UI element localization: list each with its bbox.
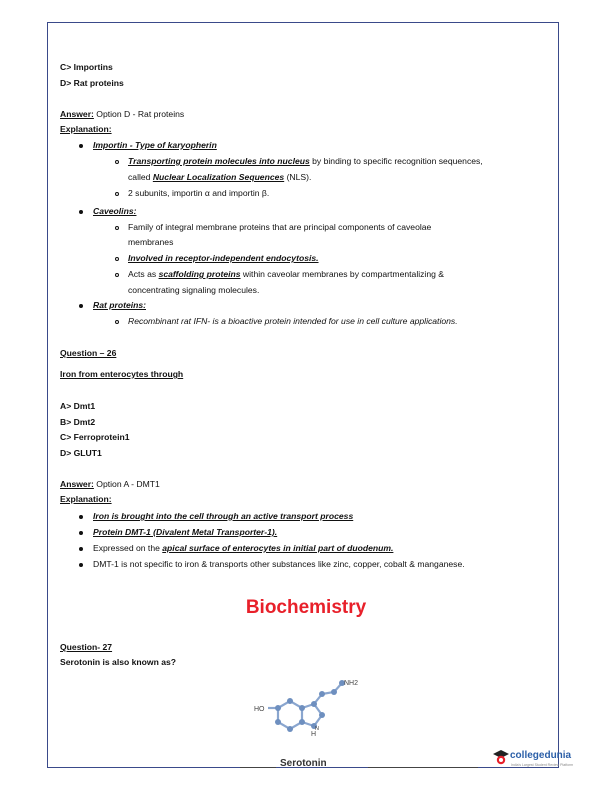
caveolins-point-3: Acts as scaffolding proteins within caveolar membranes by compartmentalizing & bbox=[128, 269, 445, 279]
h-label: H bbox=[311, 731, 317, 738]
question-27-text: Serotonin is also known as? bbox=[60, 657, 177, 667]
graduate-icon bbox=[493, 749, 509, 767]
bullet-icon bbox=[79, 144, 83, 148]
bullet-icon bbox=[79, 304, 83, 308]
section-heading: Biochemistry bbox=[245, 597, 367, 618]
explanation-label: Explanation: bbox=[60, 494, 112, 504]
answer-line: Answer: Option A - DMT1 bbox=[60, 479, 160, 489]
sub-bullet-icon bbox=[115, 320, 119, 324]
bullet-icon bbox=[79, 547, 83, 551]
importin-point-1-cont: called Nuclear Localization Sequences (NLS). bbox=[128, 172, 312, 182]
option-c: C> Importins bbox=[60, 62, 113, 72]
caption-line-left bbox=[240, 767, 276, 768]
dmt-point-3: Expressed on the apical surface of enterocytes in initial part of duodenum. bbox=[93, 543, 394, 553]
caveolins-point-2: Involved in receptor-independent endocytosis. bbox=[128, 253, 319, 263]
bullet-icon bbox=[79, 210, 83, 214]
n-label: N bbox=[315, 726, 319, 732]
sub-bullet-icon bbox=[115, 160, 119, 164]
dmt-point-2: Protein DMT-1 (Divalent Metal Transporter-1). bbox=[93, 527, 278, 537]
importin-title: Importin - Type of karyopherin bbox=[93, 140, 217, 150]
bullet-icon bbox=[79, 531, 83, 535]
importin-point-1: Transporting protein molecules into nucleus by binding to specific recognition sequences, bbox=[128, 156, 483, 166]
ethylamine-chain bbox=[314, 683, 342, 704]
ho-label: HO bbox=[254, 706, 265, 713]
option-d: D> GLUT1 bbox=[60, 448, 102, 458]
sub-bullet-icon bbox=[115, 273, 119, 277]
nh2-label: NH2 bbox=[344, 680, 359, 687]
answer-line: Answer: Option D - Rat proteins bbox=[60, 109, 185, 119]
bullet-icon bbox=[79, 563, 83, 567]
explanation-label: Explanation: bbox=[60, 124, 112, 134]
option-b: B> Dmt2 bbox=[60, 417, 96, 427]
option-a: A> Dmt1 bbox=[60, 401, 96, 411]
sub-bullet-icon bbox=[115, 192, 119, 196]
option-c: C> Ferroprotein1 bbox=[60, 432, 130, 442]
serotonin-structure-figure bbox=[250, 675, 380, 750]
caption-line-right bbox=[368, 767, 478, 768]
logo-tagline: India's Largest Student Review Platform bbox=[511, 763, 574, 767]
rat-proteins-title: Rat proteins: bbox=[93, 300, 146, 310]
importin-point-2: 2 subunits, importin α and importin β. bbox=[128, 188, 270, 198]
collegedunia-logo[interactable] bbox=[493, 749, 583, 773]
sub-bullet-icon bbox=[115, 257, 119, 261]
caveolins-point-1: Family of integral membrane proteins that are principal components of caveolae bbox=[128, 222, 432, 232]
question-27-title: Question- 27 bbox=[60, 642, 113, 652]
figure-caption: Serotonin bbox=[280, 758, 327, 769]
sub-bullet-icon bbox=[115, 226, 119, 230]
benzene-ring bbox=[278, 701, 302, 729]
logo-name: collegedunia bbox=[510, 750, 572, 761]
caveolins-point-1-cont: membranes bbox=[128, 237, 174, 247]
caveolins-title: Caveolins: bbox=[93, 206, 137, 216]
option-d: D> Rat proteins bbox=[60, 78, 124, 88]
bullet-icon bbox=[79, 515, 83, 519]
caveolins-point-3-cont: concentrating signaling molecules. bbox=[128, 285, 260, 295]
rat-proteins-point: Recombinant rat IFN- is a bioactive protein intended for use in cell culture applications. bbox=[128, 316, 458, 326]
dmt-point-1: Iron is brought into the cell through an active transport process bbox=[93, 511, 354, 521]
question-26-title: Question – 26 bbox=[60, 348, 117, 358]
question-26-text: Iron from enterocytes through bbox=[60, 369, 184, 379]
dmt-point-4: DMT-1 is not specific to iron & transports other substances like zinc, copper, cobalt & manganese. bbox=[93, 559, 465, 569]
